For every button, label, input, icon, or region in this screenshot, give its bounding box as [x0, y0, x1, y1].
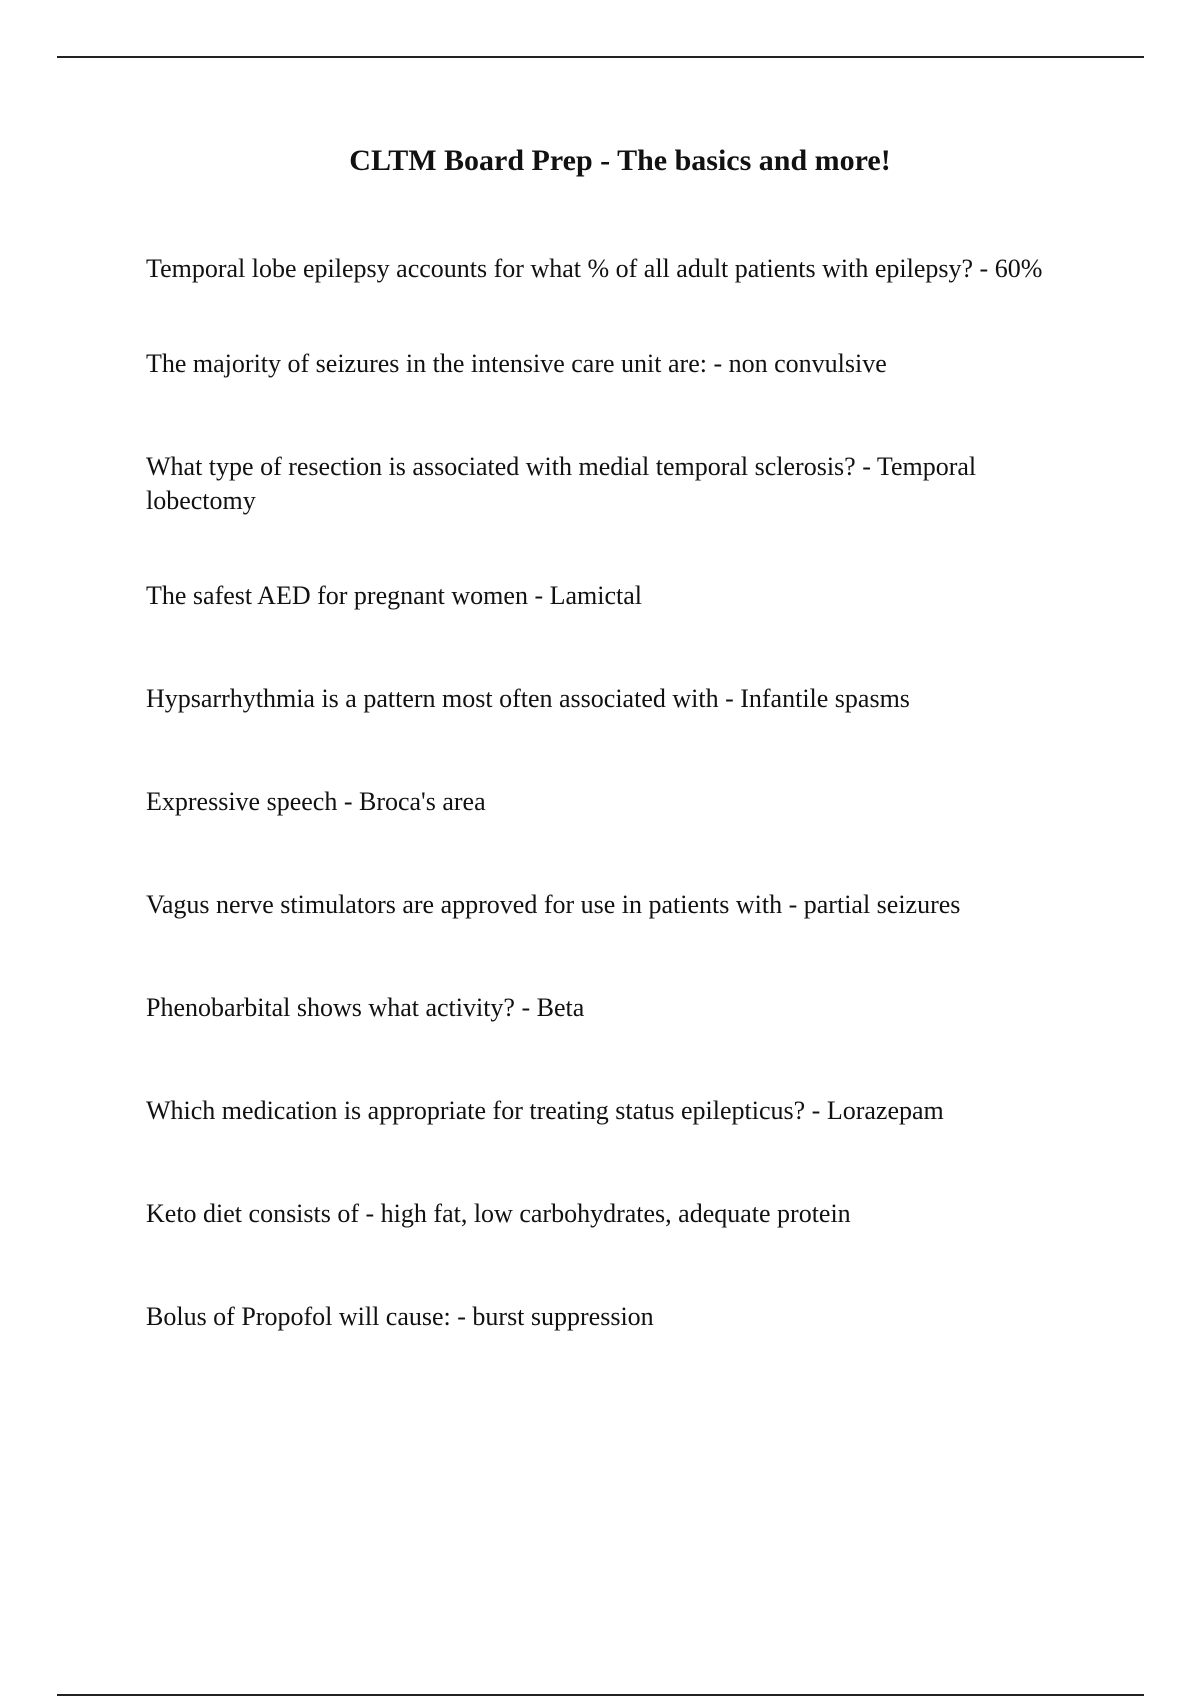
qa-item: Vagus nerve stimulators are approved for use in patients with - partial seizures: [146, 890, 961, 919]
qa-item: Phenobarbital shows what activity? - Beta: [146, 993, 585, 1022]
qa-item: Temporal lobe epilepsy accounts for what % of all adult patients with epilepsy? - 60%: [146, 254, 1043, 283]
qa-item: Hypsarrhythmia is a pattern most often associated with - Infantile spasms: [146, 684, 910, 713]
footer-rule: [57, 1694, 1144, 1696]
qa-list: [146, 252, 1066, 1403]
qa-item: The majority of seizures in the intensive care unit are: - non convulsive: [146, 349, 887, 378]
qa-item: Bolus of Propofol will cause: - burst suppression: [146, 1302, 654, 1331]
document-title: CLTM Board Prep - The basics and more!: [349, 144, 891, 177]
qa-item: What type of resection is associated with medial temporal sclerosis? - Temporal lobectomy: [146, 452, 977, 515]
qa-item: The safest AED for pregnant women - Lamictal: [146, 581, 642, 610]
qa-item: Which medication is appropriate for treating status epilepticus? - Lorazepam: [146, 1096, 944, 1125]
qa-item: Keto diet consists of - high fat, low carbohydrates, adequate protein: [146, 1199, 851, 1228]
header-rule: [57, 56, 1144, 58]
qa-item: Expressive speech - Broca's area: [146, 787, 486, 816]
